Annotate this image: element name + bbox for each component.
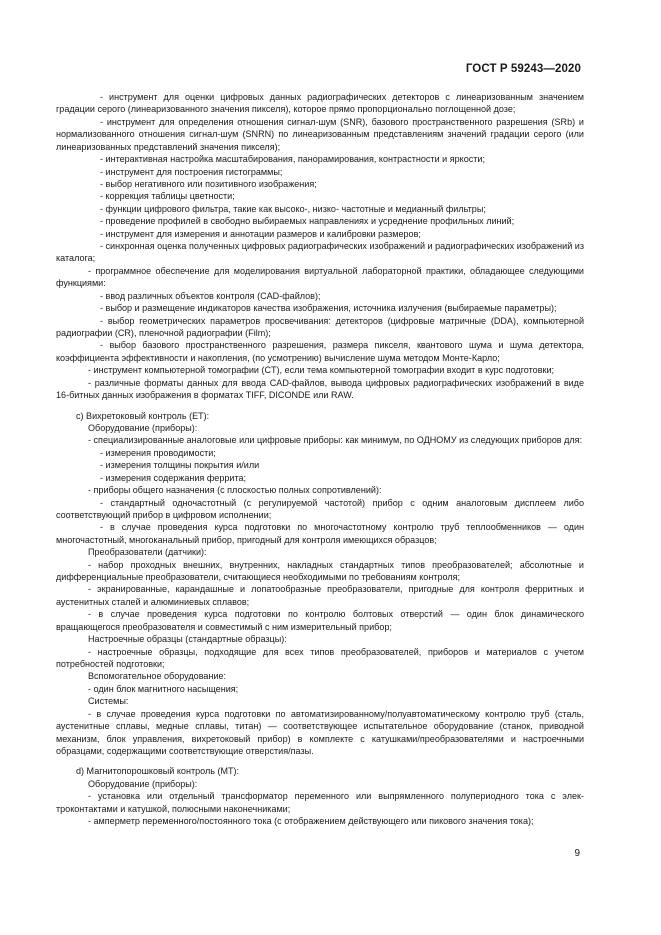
paragraph: - измерения содержания феррита;: [100, 472, 247, 483]
paragraph: - выбор и размещение индикаторов качества изображения, источника излучения (выбираемые параметры);: [100, 303, 557, 314]
paragraph: Системы:: [88, 696, 129, 707]
paragraph: - измерения толщины покрытия и/или: [100, 460, 260, 471]
paragraph: - экранированные, карандашные и лопатообразные преобразователи, пригодные для контроля ферритных и аустенитных сталей и алюминиевых сплавов;: [56, 584, 584, 607]
paragraph: - программное обеспечение для моделирования виртуальной лабораторной практики, обладающее следующими функциями:: [56, 265, 584, 289]
paragraph: - интерактивная настройка масштабирования, панорамирования, контрастности и яркости;: [100, 154, 485, 165]
paragraph: - инструмент для определения отношения сигнал-шум (SNR), базового пространственного разрешения (SRb) и нормализованного отношения сигнал-шум (SNRN) по линеаризованным представлениям значений градации серого (или линеаризованных представлений значения пикселя);: [56, 116, 584, 152]
paragraph: - настроечные образцы, подходящие для всех типов преобразователей, приборов и материалов с учетом потребностей подготовки;: [56, 646, 584, 669]
paragraph: Вспомогательное оборудование:: [88, 671, 227, 682]
paragraph: - инструмент компьютерной томографии (CT), если тема компьютерной томографии входит в курс подготовки;: [88, 365, 555, 376]
paragraph: - в случае проведения курса подготовки по автоматизированному/полуавтоматическому контролю труб (сталь, аустенитные сплавы, медные сплавы, титан) — соответствующее испытательное оборудование (станок, приводной механизм, блок управления, вихретоковый прибор) в комплекте с катушками/преобразователями и настроечными образцами, содержащими соответствующие отверстия/пазы.: [56, 708, 584, 756]
paragraph: - выбор базового пространственного разрешения, размера пикселя, квантового шума и шума детектора, коэффициента эффективности и накопления, (по усмотрению) вычисление шума методом Монте-Карло;: [56, 340, 584, 363]
paragraph: - набор проходных внешних, внутренних, накладных стандартных типов преобразователей; абсолютные и дифференциальные преобразователи, считающиеся необходимыми по требованиям контроля;: [56, 559, 584, 583]
paragraph: - коррекция таблицы цветности;: [100, 191, 235, 202]
section-gap: [56, 402, 584, 410]
paragraph: - амперметр переменного/постоянного тока (с отображением действующего или пикового значения тока);: [88, 816, 534, 827]
section-heading: d) Магнитопорошковый контроль (MT):: [76, 766, 240, 777]
page-number: 9: [574, 848, 580, 859]
paragraph: Преобразователи (датчики):: [88, 547, 207, 558]
paragraph: - приборы общего назначения (с плоскостью полных сопротивлений):: [88, 485, 382, 496]
paragraph: - инструмент для измерения и аннотации размеров и калибровки размеров;: [100, 228, 421, 239]
paragraph: - измерения проводимости;: [100, 447, 216, 458]
paragraph: - стандартный одночастотный (с регулируемой частотой) прибор с одним аналоговым дисплеем либо соответствующий прибор в цифровом исполнении;: [56, 497, 584, 520]
paragraph: - различные форматы данных для ввода CAD-файлов, вывода цифровых радиографических изображений в виде 16-битных данных изображения в форматах TIFF, DICONDE или RAW.: [56, 377, 584, 401]
paragraph: - проведение профилей в свободно выбираемых направлениях и усреднение профильных линий;: [100, 216, 515, 227]
paragraph: - выбор геометрических параметров просвечивания: детекторов (цифровые матричные (DDA), компьютерной радиографии (CR), пленочной радиографии (Film);: [56, 315, 584, 339]
paragraph: - в случае проведения курса подготовки по многочастотному контролю труб теплообменников — один многочастотный, многоканальный прибор, пригодный для контроля имеющихся образцов;: [56, 522, 584, 545]
paragraph: - один блок магнитного насыщения;: [88, 683, 239, 694]
paragraph: - выбор негативного или позитивного изображения;: [100, 178, 317, 189]
document-standard-number: ГОСТ Р 59243—2020: [465, 63, 581, 75]
paragraph: - инструмент для построения гистограммы;: [100, 166, 283, 177]
paragraph: Оборудование (приборы):: [88, 422, 198, 433]
section-gap: [56, 757, 584, 765]
paragraph: - инструмент для оценки цифровых данных радиографических детекторов с линеаризованным значением градации серого (линеаризованного значения пикселя), которое прямо пропорционально поглощенной дозе;: [56, 92, 584, 115]
paragraph: - в случае проведения курса подготовки по контролю болтовых отверстий — один блок динамического вращающегося преобразователя и совместимый с ним измерительный прибор;: [56, 609, 584, 632]
paragraph: - синхронная оценка полученных цифровых радиографических изображений и радиографических изображений из каталога;: [56, 241, 584, 264]
paragraph: Оборудование (приборы):: [88, 778, 198, 789]
section-heading: c) Вихретоковый контроль (ET):: [76, 410, 210, 421]
paragraph: Настроечные образцы (стандартные образцы):: [88, 634, 287, 645]
paragraph: - ввод различных объектов контроля (CAD-файлов);: [100, 290, 321, 301]
paragraph: - специализированные аналоговые или цифровые приборы: как минимум, по ОДНОМУ из следующих приборов для:: [88, 435, 583, 446]
paragraph: - установка или отдельный трансформатор переменного или выпрямленного полупериодного тока с электроконтактами и катушкой, полюсными наконечниками;: [56, 791, 584, 814]
paragraph: - функции цифрового фильтра, такие как высоко-, низко- частотные и медианный фильтры;: [100, 203, 486, 214]
document-body: [56, 91, 584, 827]
